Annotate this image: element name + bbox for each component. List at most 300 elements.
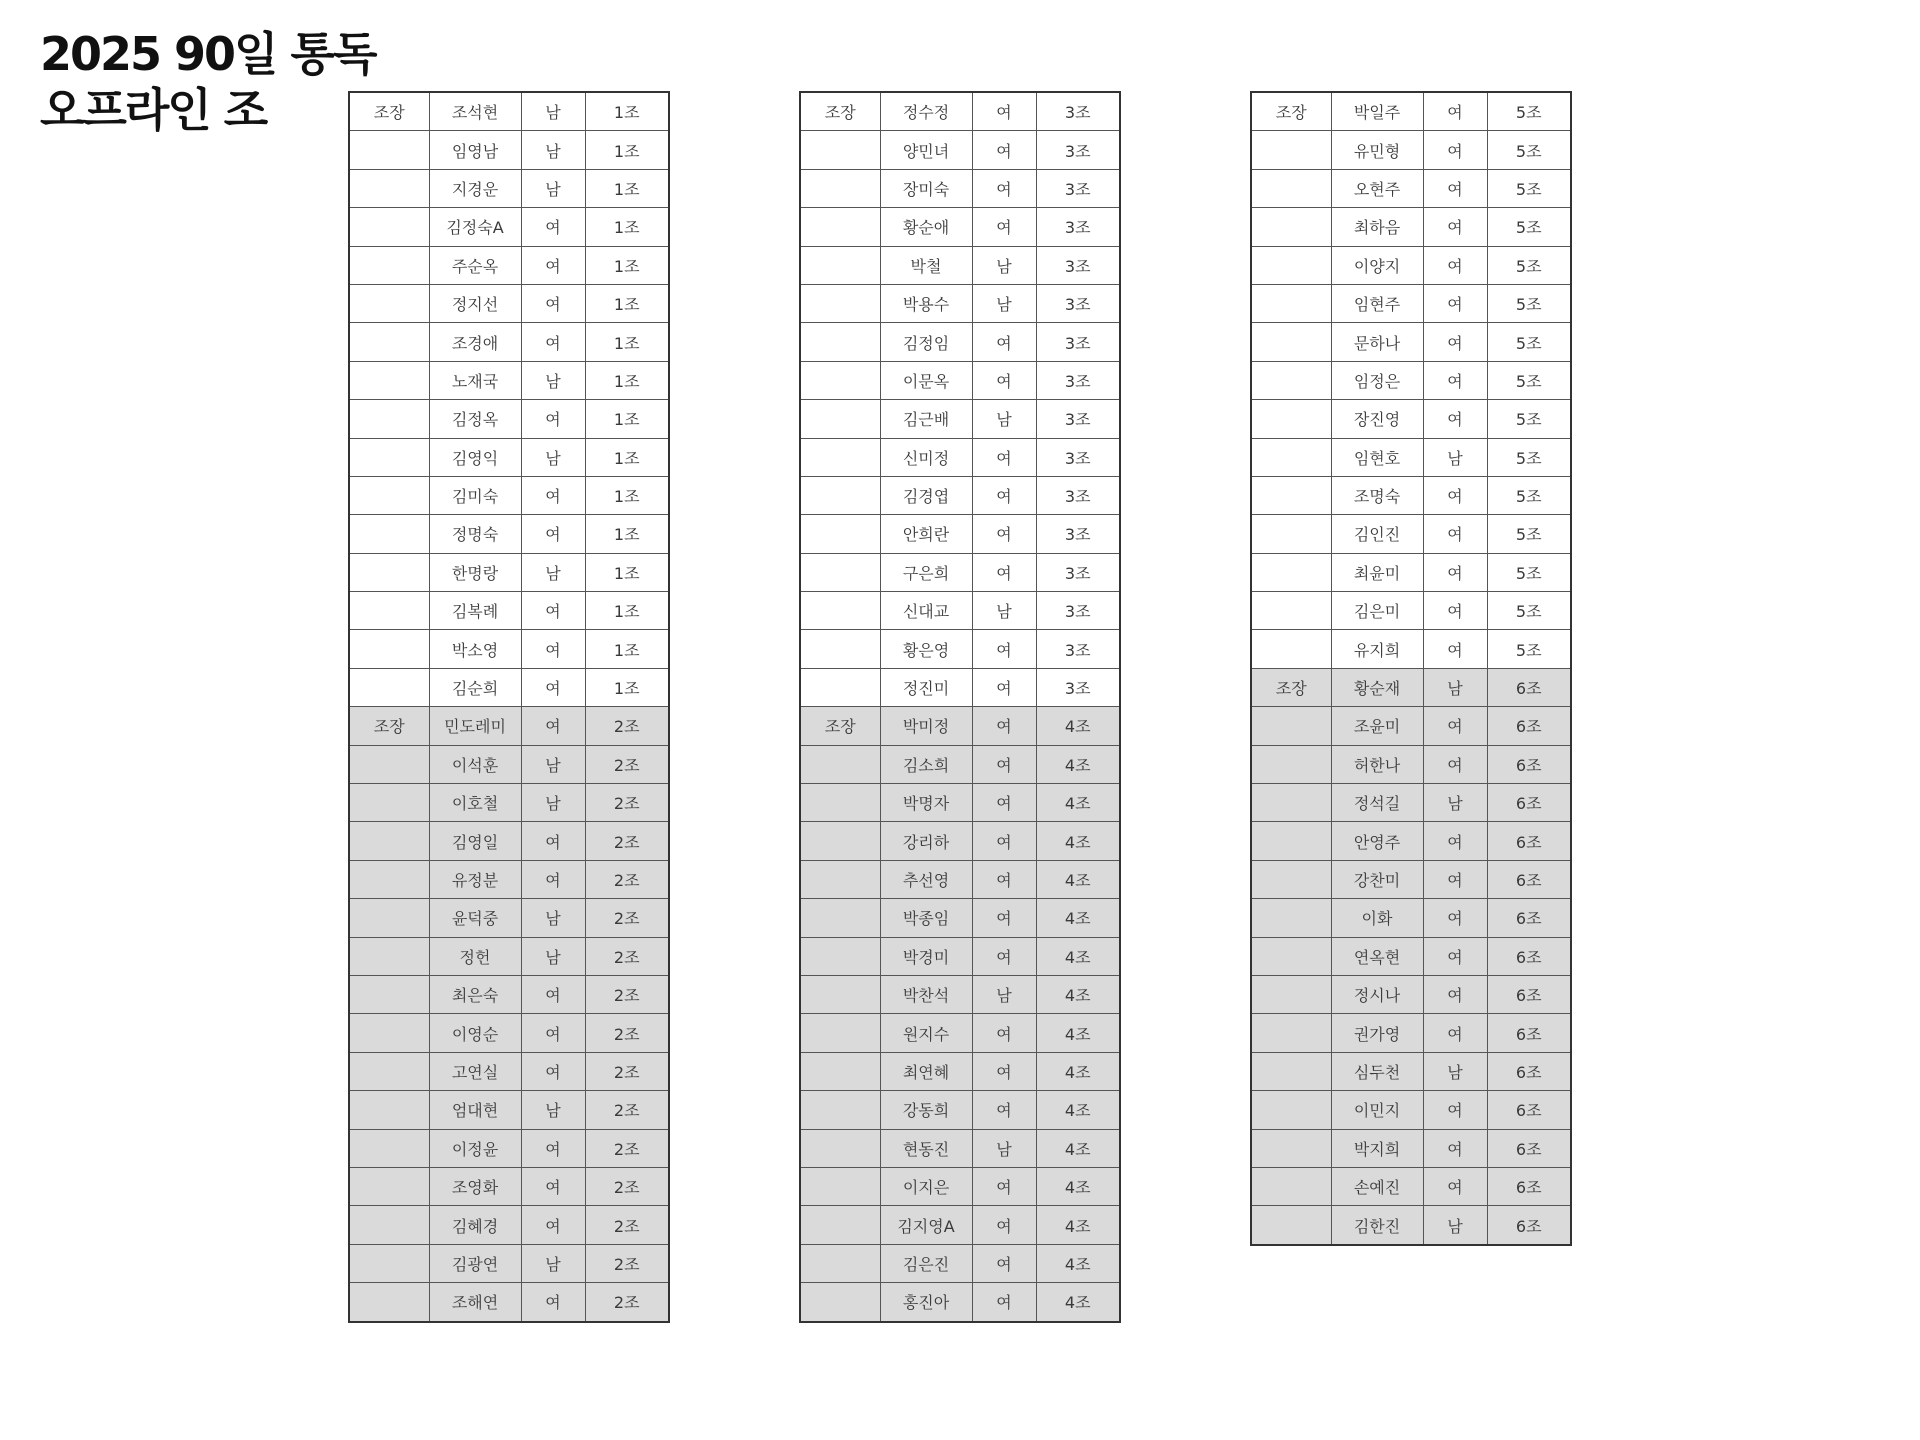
name-cell: 임현주 xyxy=(1331,284,1423,322)
gender-cell: 여 xyxy=(521,208,585,246)
table-row xyxy=(349,1244,669,1282)
role-cell xyxy=(349,592,429,630)
gender-cell: 여 xyxy=(972,1052,1036,1090)
role-cell xyxy=(800,1129,880,1167)
name-cell: 최연혜 xyxy=(880,1052,972,1090)
group-cell: 6조 xyxy=(1487,899,1571,937)
name-cell: 현동진 xyxy=(880,1129,972,1167)
group-cell: 5조 xyxy=(1487,361,1571,399)
gender-cell: 남 xyxy=(521,899,585,937)
gender-cell: 여 xyxy=(972,668,1036,706)
table-row xyxy=(800,169,1120,207)
table-row xyxy=(1251,476,1571,514)
group-cell: 4조 xyxy=(1036,745,1120,783)
role-cell xyxy=(1251,784,1331,822)
role-cell xyxy=(349,438,429,476)
table-row xyxy=(800,1129,1120,1167)
name-cell: 장미숙 xyxy=(880,169,972,207)
role-cell xyxy=(1251,438,1331,476)
group-cell: 6조 xyxy=(1487,707,1571,745)
table-row xyxy=(800,131,1120,169)
role-cell xyxy=(1251,246,1331,284)
gender-cell: 남 xyxy=(521,169,585,207)
table-row xyxy=(1251,822,1571,860)
group-cell: 1조 xyxy=(585,208,669,246)
group-cell: 4조 xyxy=(1036,707,1120,745)
gender-cell: 여 xyxy=(521,246,585,284)
gender-cell: 여 xyxy=(1423,515,1487,553)
name-cell: 박일주 xyxy=(1331,92,1423,131)
gender-cell: 남 xyxy=(972,400,1036,438)
table-row xyxy=(349,92,669,131)
group-cell: 1조 xyxy=(585,515,669,553)
role-cell xyxy=(349,1091,429,1129)
group-cell: 4조 xyxy=(1036,975,1120,1013)
gender-cell: 여 xyxy=(972,92,1036,131)
group-cell: 1조 xyxy=(585,323,669,361)
role-cell xyxy=(1251,323,1331,361)
name-cell: 안영주 xyxy=(1331,822,1423,860)
group-cell: 5조 xyxy=(1487,438,1571,476)
gender-cell: 여 xyxy=(521,1167,585,1205)
name-cell: 김혜경 xyxy=(429,1206,521,1244)
table-row xyxy=(1251,361,1571,399)
name-cell: 정명숙 xyxy=(429,515,521,553)
group-cell: 3조 xyxy=(1036,476,1120,514)
table-row xyxy=(800,899,1120,937)
group-cell: 3조 xyxy=(1036,246,1120,284)
role-cell xyxy=(1251,975,1331,1013)
group-cell: 1조 xyxy=(585,476,669,514)
group-cell: 4조 xyxy=(1036,784,1120,822)
name-cell: 심두천 xyxy=(1331,1052,1423,1090)
gender-cell: 여 xyxy=(972,438,1036,476)
group-cell: 2조 xyxy=(585,899,669,937)
name-cell: 강리하 xyxy=(880,822,972,860)
table-row xyxy=(800,1014,1120,1052)
group-cell: 4조 xyxy=(1036,1014,1120,1052)
role-cell xyxy=(1251,1091,1331,1129)
name-cell: 김소희 xyxy=(880,745,972,783)
name-cell: 조명숙 xyxy=(1331,476,1423,514)
name-cell: 정시나 xyxy=(1331,975,1423,1013)
gender-cell: 여 xyxy=(1423,246,1487,284)
table-row xyxy=(800,860,1120,898)
name-cell: 정헌 xyxy=(429,937,521,975)
table-row xyxy=(800,745,1120,783)
gender-cell: 여 xyxy=(972,937,1036,975)
role-cell xyxy=(349,400,429,438)
gender-cell: 여 xyxy=(972,745,1036,783)
group-cell: 4조 xyxy=(1036,899,1120,937)
role-cell xyxy=(800,515,880,553)
name-cell: 허한나 xyxy=(1331,745,1423,783)
group-cell: 4조 xyxy=(1036,1129,1120,1167)
role-cell xyxy=(800,1014,880,1052)
role-cell xyxy=(800,284,880,322)
role-cell xyxy=(800,208,880,246)
gender-cell: 남 xyxy=(1423,668,1487,706)
gender-cell: 여 xyxy=(972,208,1036,246)
gender-cell: 여 xyxy=(972,630,1036,668)
table-row xyxy=(349,745,669,783)
gender-cell: 여 xyxy=(972,169,1036,207)
role-cell xyxy=(349,860,429,898)
name-cell: 유지희 xyxy=(1331,630,1423,668)
name-cell: 유정분 xyxy=(429,860,521,898)
role-cell xyxy=(1251,400,1331,438)
name-cell: 이호철 xyxy=(429,784,521,822)
group-cell: 6조 xyxy=(1487,1052,1571,1090)
gender-cell: 여 xyxy=(972,1283,1036,1322)
name-cell: 오현주 xyxy=(1331,169,1423,207)
table-row xyxy=(800,592,1120,630)
table-row xyxy=(800,1283,1120,1322)
table-row xyxy=(349,1283,669,1322)
group-cell: 4조 xyxy=(1036,860,1120,898)
role-cell xyxy=(800,1052,880,1090)
gender-cell: 여 xyxy=(521,630,585,668)
gender-cell: 여 xyxy=(1423,745,1487,783)
role-cell xyxy=(349,822,429,860)
role-cell xyxy=(800,592,880,630)
role-cell xyxy=(1251,1052,1331,1090)
name-cell: 박종임 xyxy=(880,899,972,937)
table-row xyxy=(800,784,1120,822)
table-row xyxy=(1251,169,1571,207)
role-cell xyxy=(800,169,880,207)
group-cell: 3조 xyxy=(1036,438,1120,476)
role-cell xyxy=(1251,937,1331,975)
group-cell: 2조 xyxy=(585,1244,669,1282)
name-cell: 조해연 xyxy=(429,1283,521,1322)
group-cell: 2조 xyxy=(585,860,669,898)
role-cell xyxy=(800,400,880,438)
table-row xyxy=(349,400,669,438)
gender-cell: 여 xyxy=(521,860,585,898)
name-cell: 임정은 xyxy=(1331,361,1423,399)
gender-cell: 남 xyxy=(1423,1052,1487,1090)
table-row xyxy=(1251,1167,1571,1205)
name-cell: 문하나 xyxy=(1331,323,1423,361)
gender-cell: 여 xyxy=(1423,131,1487,169)
gender-cell: 남 xyxy=(521,361,585,399)
table-row xyxy=(1251,246,1571,284)
table-row xyxy=(800,92,1120,131)
role-cell xyxy=(1251,1014,1331,1052)
table-row xyxy=(1251,668,1571,706)
table-row xyxy=(800,438,1120,476)
name-cell: 이지은 xyxy=(880,1167,972,1205)
gender-cell: 남 xyxy=(972,1129,1036,1167)
name-cell: 김정옥 xyxy=(429,400,521,438)
group-cell: 3조 xyxy=(1036,92,1120,131)
gender-cell: 여 xyxy=(1423,553,1487,591)
group-cell: 2조 xyxy=(585,784,669,822)
name-cell: 황순재 xyxy=(1331,668,1423,706)
role-cell xyxy=(349,323,429,361)
gender-cell: 여 xyxy=(972,361,1036,399)
name-cell: 박철 xyxy=(880,246,972,284)
role-cell: 조장 xyxy=(800,707,880,745)
role-cell xyxy=(349,745,429,783)
roster-table-groups-3-4 xyxy=(799,91,1121,1323)
group-cell: 5조 xyxy=(1487,476,1571,514)
group-cell: 3조 xyxy=(1036,361,1120,399)
name-cell: 김근배 xyxy=(880,400,972,438)
role-cell xyxy=(800,822,880,860)
name-cell: 김지영A xyxy=(880,1206,972,1244)
name-cell: 김미숙 xyxy=(429,476,521,514)
role-cell xyxy=(800,784,880,822)
gender-cell: 여 xyxy=(521,284,585,322)
name-cell: 조윤미 xyxy=(1331,707,1423,745)
group-cell: 1조 xyxy=(585,131,669,169)
name-cell: 황은영 xyxy=(880,630,972,668)
role-cell xyxy=(800,1283,880,1322)
table-row xyxy=(800,1091,1120,1129)
role-cell: 조장 xyxy=(1251,92,1331,131)
name-cell: 권가영 xyxy=(1331,1014,1423,1052)
gender-cell: 여 xyxy=(972,860,1036,898)
gender-cell: 여 xyxy=(1423,937,1487,975)
gender-cell: 남 xyxy=(521,745,585,783)
table-row xyxy=(349,1091,669,1129)
name-cell: 정수정 xyxy=(880,92,972,131)
role-cell xyxy=(349,1206,429,1244)
role-cell xyxy=(349,975,429,1013)
group-cell: 1조 xyxy=(585,284,669,322)
table-row xyxy=(349,515,669,553)
table-row xyxy=(1251,1091,1571,1129)
role-cell xyxy=(1251,208,1331,246)
gender-cell: 여 xyxy=(972,1091,1036,1129)
name-cell: 임현호 xyxy=(1331,438,1423,476)
table-row xyxy=(1251,784,1571,822)
name-cell: 강찬미 xyxy=(1331,860,1423,898)
name-cell: 최하음 xyxy=(1331,208,1423,246)
table-row xyxy=(349,784,669,822)
table-row xyxy=(1251,745,1571,783)
group-cell: 3조 xyxy=(1036,553,1120,591)
gender-cell: 여 xyxy=(1423,860,1487,898)
name-cell: 김복례 xyxy=(429,592,521,630)
group-cell: 6조 xyxy=(1487,860,1571,898)
name-cell: 박지희 xyxy=(1331,1129,1423,1167)
table-row xyxy=(800,1244,1120,1282)
role-cell xyxy=(1251,860,1331,898)
group-cell: 5조 xyxy=(1487,630,1571,668)
gender-cell: 남 xyxy=(1423,784,1487,822)
gender-cell: 여 xyxy=(521,822,585,860)
role-cell xyxy=(800,131,880,169)
gender-cell: 여 xyxy=(1423,476,1487,514)
name-cell: 주순옥 xyxy=(429,246,521,284)
role-cell xyxy=(1251,131,1331,169)
gender-cell: 남 xyxy=(521,131,585,169)
table-row xyxy=(800,630,1120,668)
table-row xyxy=(1251,323,1571,361)
role-cell xyxy=(800,438,880,476)
gender-cell: 여 xyxy=(521,400,585,438)
gender-cell: 여 xyxy=(521,1014,585,1052)
name-cell: 정진미 xyxy=(880,668,972,706)
gender-cell: 여 xyxy=(1423,92,1487,131)
role-cell: 조장 xyxy=(349,707,429,745)
role-cell xyxy=(349,284,429,322)
table-row xyxy=(349,246,669,284)
table-row xyxy=(349,1014,669,1052)
gender-cell: 여 xyxy=(1423,1167,1487,1205)
table-row xyxy=(800,208,1120,246)
group-cell: 6조 xyxy=(1487,1091,1571,1129)
role-cell xyxy=(800,860,880,898)
name-cell: 김인진 xyxy=(1331,515,1423,553)
name-cell: 정석길 xyxy=(1331,784,1423,822)
name-cell: 신미정 xyxy=(880,438,972,476)
gender-cell: 여 xyxy=(972,131,1036,169)
table-row xyxy=(1251,438,1571,476)
gender-cell: 여 xyxy=(521,476,585,514)
role-cell xyxy=(349,1014,429,1052)
group-cell: 5조 xyxy=(1487,131,1571,169)
group-cell: 2조 xyxy=(585,1167,669,1205)
table-row xyxy=(800,515,1120,553)
gender-cell: 여 xyxy=(1423,323,1487,361)
name-cell: 조경애 xyxy=(429,323,521,361)
name-cell: 김한진 xyxy=(1331,1206,1423,1245)
table-row xyxy=(349,592,669,630)
name-cell: 한명랑 xyxy=(429,553,521,591)
gender-cell: 여 xyxy=(1423,1129,1487,1167)
name-cell: 김영익 xyxy=(429,438,521,476)
group-cell: 3조 xyxy=(1036,208,1120,246)
name-cell: 손예진 xyxy=(1331,1167,1423,1205)
role-cell xyxy=(349,515,429,553)
name-cell: 황순애 xyxy=(880,208,972,246)
role-cell xyxy=(800,1206,880,1244)
table-row xyxy=(800,707,1120,745)
table-row xyxy=(349,707,669,745)
table-row xyxy=(1251,1052,1571,1090)
role-cell: 조장 xyxy=(1251,668,1331,706)
group-cell: 3조 xyxy=(1036,131,1120,169)
name-cell: 최윤미 xyxy=(1331,553,1423,591)
table-row xyxy=(1251,937,1571,975)
table-row xyxy=(349,284,669,322)
role-cell xyxy=(349,937,429,975)
table-row xyxy=(800,668,1120,706)
table-row xyxy=(800,476,1120,514)
table-row xyxy=(1251,975,1571,1013)
table-row xyxy=(349,553,669,591)
name-cell: 박용수 xyxy=(880,284,972,322)
group-cell: 1조 xyxy=(585,400,669,438)
role-cell xyxy=(1251,515,1331,553)
gender-cell: 여 xyxy=(521,1283,585,1322)
table-row xyxy=(349,1052,669,1090)
gender-cell: 여 xyxy=(972,784,1036,822)
name-cell: 지경운 xyxy=(429,169,521,207)
role-cell xyxy=(800,630,880,668)
group-cell: 2조 xyxy=(585,1129,669,1167)
role-cell xyxy=(349,208,429,246)
table-row xyxy=(349,937,669,975)
role-cell xyxy=(800,1091,880,1129)
group-cell: 2조 xyxy=(585,937,669,975)
table-row xyxy=(349,438,669,476)
name-cell: 홍진아 xyxy=(880,1283,972,1322)
table-row xyxy=(1251,284,1571,322)
name-cell: 김광연 xyxy=(429,1244,521,1282)
gender-cell: 남 xyxy=(972,592,1036,630)
group-cell: 2조 xyxy=(585,975,669,1013)
name-cell: 김정숙A xyxy=(429,208,521,246)
name-cell: 신대교 xyxy=(880,592,972,630)
table-row xyxy=(800,937,1120,975)
group-cell: 4조 xyxy=(1036,1206,1120,1244)
group-cell: 2조 xyxy=(585,1283,669,1322)
name-cell: 원지수 xyxy=(880,1014,972,1052)
gender-cell: 여 xyxy=(1423,1091,1487,1129)
table-row xyxy=(800,1167,1120,1205)
name-cell: 박찬석 xyxy=(880,975,972,1013)
gender-cell: 남 xyxy=(1423,1206,1487,1245)
gender-cell: 여 xyxy=(521,975,585,1013)
gender-cell: 여 xyxy=(972,323,1036,361)
name-cell: 민도레미 xyxy=(429,707,521,745)
role-cell xyxy=(349,1244,429,1282)
name-cell: 이문옥 xyxy=(880,361,972,399)
group-cell: 5조 xyxy=(1487,515,1571,553)
title-line-2: 오프라인 조 xyxy=(40,83,267,137)
role-cell xyxy=(349,246,429,284)
group-cell: 5조 xyxy=(1487,169,1571,207)
group-cell: 2조 xyxy=(585,1206,669,1244)
group-cell: 3조 xyxy=(1036,515,1120,553)
role-cell xyxy=(1251,822,1331,860)
name-cell: 이정윤 xyxy=(429,1129,521,1167)
role-cell xyxy=(349,630,429,668)
role-cell xyxy=(800,476,880,514)
name-cell: 고연실 xyxy=(429,1052,521,1090)
group-cell: 4조 xyxy=(1036,1244,1120,1282)
gender-cell: 남 xyxy=(521,438,585,476)
table-row xyxy=(1251,860,1571,898)
group-cell: 6조 xyxy=(1487,1014,1571,1052)
name-cell: 이화 xyxy=(1331,899,1423,937)
role-cell xyxy=(349,1052,429,1090)
group-cell: 2조 xyxy=(585,1091,669,1129)
table-row xyxy=(349,131,669,169)
name-cell: 노재국 xyxy=(429,361,521,399)
group-cell: 1조 xyxy=(585,169,669,207)
gender-cell: 여 xyxy=(521,592,585,630)
group-cell: 6조 xyxy=(1487,937,1571,975)
role-cell: 조장 xyxy=(349,92,429,131)
table-row xyxy=(349,1167,669,1205)
group-cell: 6조 xyxy=(1487,975,1571,1013)
group-cell: 4조 xyxy=(1036,1091,1120,1129)
name-cell: 조영화 xyxy=(429,1167,521,1205)
gender-cell: 남 xyxy=(972,284,1036,322)
name-cell: 양민녀 xyxy=(880,131,972,169)
role-cell xyxy=(349,131,429,169)
table-row xyxy=(1251,592,1571,630)
group-cell: 2조 xyxy=(585,822,669,860)
group-cell: 5조 xyxy=(1487,92,1571,131)
group-cell: 6조 xyxy=(1487,784,1571,822)
